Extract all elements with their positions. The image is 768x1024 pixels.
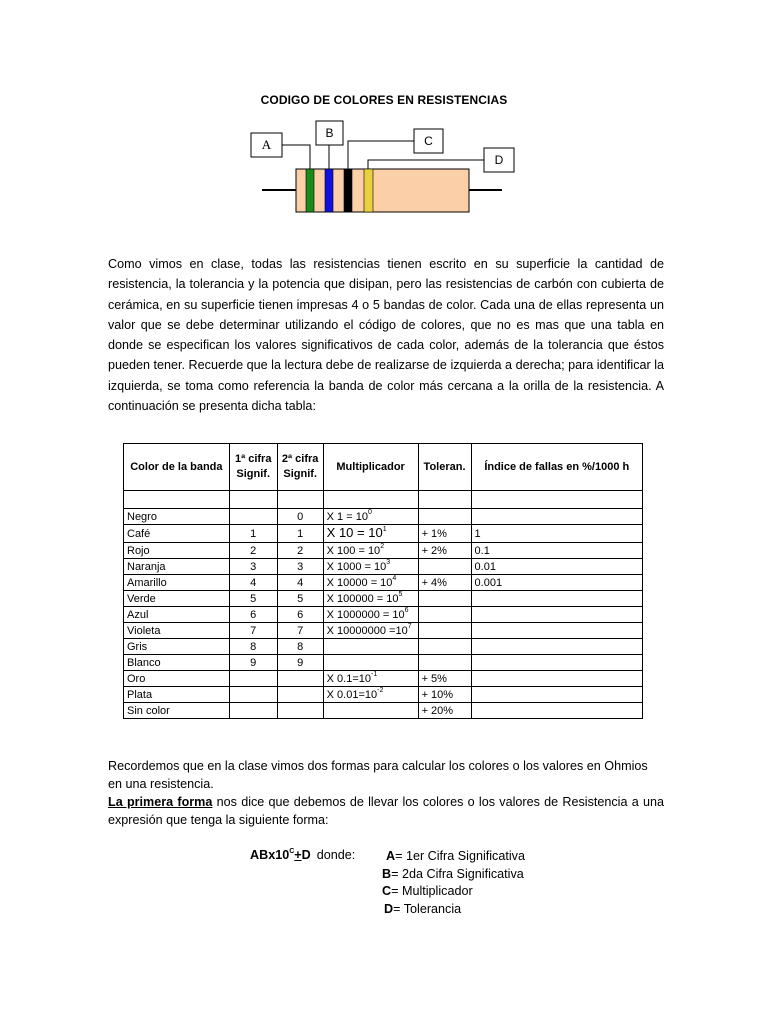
cell-color: Negro: [124, 509, 230, 525]
cell-first-digit: [229, 509, 277, 525]
cell-failure-index: 0.01: [471, 559, 642, 575]
header-tolerance: Toleran.: [418, 444, 471, 491]
cell-multiplier: X $100 = 10^2$: [323, 543, 418, 559]
formula-donde: donde:: [316, 848, 356, 862]
cell-tolerance: [418, 591, 471, 607]
primera-forma-text: nos dice que debemos de llevar los colores o los valores de Resistencia a una expresión que tenga la siguiente forma:: [108, 795, 664, 827]
band-a: [306, 169, 314, 212]
cell-multiplier: X $100000 = 10^5$: [323, 591, 418, 607]
primera-forma-paragraph: [108, 794, 664, 829]
table-row: [124, 703, 643, 719]
formula-plus-minus: +: [294, 848, 302, 862]
cell-second-digit: 4: [277, 575, 323, 591]
cell-tolerance: [418, 655, 471, 671]
table-row: [124, 623, 643, 639]
leader-a: [282, 145, 310, 169]
color-code-table: [123, 443, 643, 719]
cell-tolerance: + 10%: [418, 687, 471, 703]
cell-multiplier: X $1000 = 10^3$: [323, 559, 418, 575]
table-row: [124, 639, 643, 655]
cell-tolerance: [418, 559, 471, 575]
cell-first-digit: 3: [229, 559, 277, 575]
cell-color: Oro: [124, 671, 230, 687]
cell-multiplier: [323, 639, 418, 655]
cell-first-digit: 4: [229, 575, 277, 591]
cell-tolerance: + 20%: [418, 703, 471, 719]
cell-tolerance: [418, 509, 471, 525]
cell-failure-index: [471, 607, 642, 623]
cell-failure-index: [471, 687, 642, 703]
leader-d: [368, 160, 484, 169]
table-row: [124, 559, 643, 575]
intro-paragraph: Como vimos en clase, todas las resistencias tienen escrito en su superficie la cantidad de resistencia, la tolerancia y la potencia que disipan, pero las resistencias de carbón con cubierta de cerámica, en su superficie tienen impresas 4 o 5 bandas de color. Cada una de ellas representa un valor que se debe determinar utilizando el código de colores, que no es mas que una tabla en donde se especifican los valores significativos de cada color, además de la tolerancia que éstos pueden tener. Recuerde que la lectura debe de realizarse de izquierda a derecha; para identificar la izquierda, se toma como referencia la banda de color más cercana a la orilla de la resistencia. A continuación se presenta dicha tabla:: [108, 257, 664, 414]
page-title: CODIGO DE COLORES EN RESISTENCIAS: [260, 93, 508, 107]
resistor-body: [296, 169, 469, 212]
cell-multiplier: X $1000000 = 10^6$: [323, 607, 418, 623]
cell-multiplier: X $0.1=10^{-1}$: [323, 671, 418, 687]
cell-second-digit: 7: [277, 623, 323, 639]
table-row: [124, 525, 643, 543]
cell-tolerance: [418, 623, 471, 639]
cell-color: Violeta: [124, 623, 230, 639]
cell-multiplier: X $10000000 =10^7$: [323, 623, 418, 639]
table-header-row: [124, 444, 643, 491]
table-row: [124, 543, 643, 559]
cell-second-digit: 0: [277, 509, 323, 525]
cell-first-digit: [229, 671, 277, 687]
cell-failure-index: [471, 591, 642, 607]
cell-failure-index: 0.1: [471, 543, 642, 559]
cell-second-digit: [277, 671, 323, 687]
cell-second-digit: 1: [277, 525, 323, 543]
label-a: A: [261, 137, 272, 152]
table-row: [124, 671, 643, 687]
definition-b: B= 2da Cifra Significativa: [382, 866, 524, 881]
label-d: D: [494, 153, 504, 167]
table-row: [124, 509, 643, 525]
cell-second-digit: 2: [277, 543, 323, 559]
cell-multiplier: X $0.01=10^{-2}$: [323, 687, 418, 703]
band-b: [325, 169, 333, 212]
primera-forma-label: La primera forma: [108, 795, 213, 809]
cell-second-digit: 5: [277, 591, 323, 607]
cell-first-digit: 7: [229, 623, 277, 639]
definition-a: A= 1er Cifra Significativa: [386, 849, 525, 863]
formula: [250, 848, 355, 862]
cell-multiplier: X $10000 = 10^4$: [323, 575, 418, 591]
cell-tolerance: + 2%: [418, 543, 471, 559]
cell-second-digit: 3: [277, 559, 323, 575]
formula-exponent: C: [289, 848, 295, 855]
definitions-list: [382, 848, 525, 918]
cell-first-digit: 5: [229, 591, 277, 607]
header-first-digit: 1ª cifra Signif.: [229, 444, 277, 491]
cell-first-digit: [229, 703, 277, 719]
resistor-diagram: [0, 0, 768, 230]
cell-failure-index: [471, 703, 642, 719]
cell-first-digit: 2: [229, 543, 277, 559]
cell-failure-index: [471, 655, 642, 671]
cell-color: Gris: [124, 639, 230, 655]
cell-color: Amarillo: [124, 575, 230, 591]
cell-second-digit: 8: [277, 639, 323, 655]
cell-color: Naranja: [124, 559, 230, 575]
cell-first-digit: 9: [229, 655, 277, 671]
cell-first-digit: 8: [229, 639, 277, 655]
cell-failure-index: 0.001: [471, 575, 642, 591]
cell-color: Café: [124, 525, 230, 543]
cell-second-digit: 9: [277, 655, 323, 671]
cell-tolerance: [418, 607, 471, 623]
leader-c: [348, 141, 414, 169]
cell-color: Azul: [124, 607, 230, 623]
band-d: [364, 169, 373, 212]
header-color: Color de la banda: [124, 444, 230, 491]
table-row: [124, 607, 643, 623]
cell-tolerance: [418, 639, 471, 655]
cell-multiplier: [323, 703, 418, 719]
cell-multiplier: [323, 655, 418, 671]
cell-tolerance: + 1%: [418, 525, 471, 543]
cell-failure-index: [471, 509, 642, 525]
cell-tolerance: + 5%: [418, 671, 471, 687]
header-multiplier: Multiplicador: [323, 444, 418, 491]
table-row: [124, 655, 643, 671]
cell-second-digit: [277, 703, 323, 719]
formula-base: ABx10: [250, 848, 290, 862]
formula-tolerance: D: [301, 848, 311, 862]
label-c: C: [424, 134, 433, 148]
table-row: [124, 687, 643, 703]
cell-color: Verde: [124, 591, 230, 607]
definition-d: D= Tolerancia: [384, 901, 462, 916]
cell-second-digit: 6: [277, 607, 323, 623]
definition-c: C= Multiplicador: [382, 884, 473, 898]
cell-color: Plata: [124, 687, 230, 703]
table-row: [124, 591, 643, 607]
cell-first-digit: 6: [229, 607, 277, 623]
cell-first-digit: 1: [229, 525, 277, 543]
recordemos-paragraph: Recordemos que en la clase vimos dos formas para calcular los colores o los valores en Ohmios en una resistencia.: [108, 759, 648, 791]
cell-color: Sin color: [124, 703, 230, 719]
header-second-digit: 2ª cifra Signif.: [277, 444, 323, 491]
cell-color: Rojo: [124, 543, 230, 559]
cell-color: Blanco: [124, 655, 230, 671]
cell-failure-index: [471, 639, 642, 655]
cell-failure-index: 1: [471, 525, 642, 543]
band-c: [344, 169, 352, 212]
label-b: B: [325, 126, 334, 140]
cell-failure-index: [471, 623, 642, 639]
cell-multiplier: X $10 = 10^1$: [323, 525, 418, 543]
table-spacer-row: [124, 491, 643, 509]
header-failure-index: Índice de fallas en %/1000 h: [471, 444, 642, 491]
table-row: [124, 575, 643, 591]
cell-second-digit: [277, 687, 323, 703]
cell-failure-index: [471, 671, 642, 687]
cell-first-digit: [229, 687, 277, 703]
cell-tolerance: + 4%: [418, 575, 471, 591]
cell-multiplier: X $1 = 10^0$: [323, 509, 418, 525]
